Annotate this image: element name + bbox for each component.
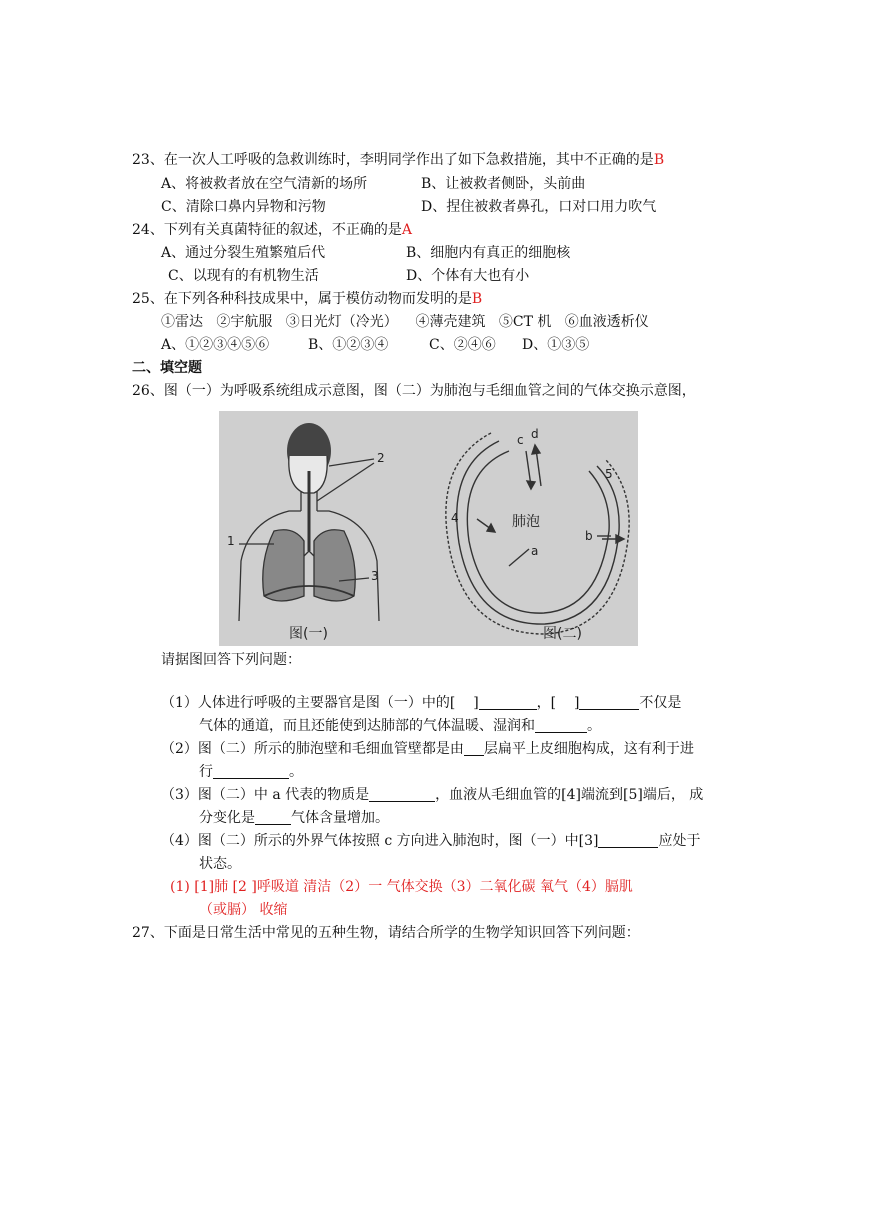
q25-items bbox=[161, 312, 649, 332]
q25-stem: 25、在下列各种科技成果中，属于模仿动物而发明的是B bbox=[132, 291, 483, 307]
q23-option-b: B、让被救者侧卧，头前曲 bbox=[421, 176, 586, 192]
q25-item: ①雷达 bbox=[161, 314, 203, 330]
q25-item: ④薄壳建筑 bbox=[415, 314, 486, 330]
q24-option-b: B、细胞内有真正的细胞核 bbox=[406, 245, 571, 261]
q25-item: ⑤CT 机 bbox=[498, 314, 552, 330]
q25-option-a: A、①②③④⑤⑥ bbox=[161, 337, 270, 353]
label-4: 4 bbox=[451, 511, 459, 525]
section-title: 二、填空题 bbox=[132, 360, 202, 376]
label-5: 5 bbox=[605, 467, 613, 481]
q25-item: ⑥血液透析仪 bbox=[564, 314, 649, 330]
q25-option-c: C、②④⑥ bbox=[429, 337, 496, 353]
blank[interactable] bbox=[598, 833, 658, 848]
blank[interactable] bbox=[464, 741, 484, 756]
q24-option-d: D、个体有大也有小 bbox=[406, 268, 530, 284]
q26-sub1-line2: 气体的通道，而且还能使到达肺部的气体温暖、湿润和 。 bbox=[199, 718, 601, 734]
q23-option-c: C、清除口鼻内异物和污物 bbox=[161, 199, 326, 215]
q25-item: ②宇航服 bbox=[216, 314, 273, 330]
alveolus-label: 肺泡 bbox=[512, 514, 540, 530]
label-b: b bbox=[585, 529, 593, 543]
torso-figure bbox=[239, 423, 379, 621]
blank[interactable] bbox=[369, 787, 435, 802]
q26-sub3-line1: （3）图（二）中 a 代表的物质是 ，血液从毛细血管的[4]端流到[5]端后， 成 bbox=[161, 787, 704, 803]
label-c: c bbox=[517, 433, 524, 447]
blank[interactable] bbox=[255, 810, 291, 825]
blank[interactable] bbox=[579, 695, 639, 710]
label-1: 1 bbox=[227, 534, 235, 548]
q26-answer-line1: (1) [1]肺 [2 ]呼吸道 清洁（2）一 气体交换（3）二氧化碳 氧气（4）膈肌 bbox=[170, 879, 633, 895]
q26-prompt: 请据图回答下列问题： bbox=[161, 652, 301, 668]
q27-stem: 27、下面是日常生活中常见的五种生物，请结合所学的生物学知识回答下列问题： bbox=[132, 925, 640, 941]
alveolus-figure bbox=[446, 433, 629, 634]
q25-answer: B bbox=[471, 291, 483, 307]
q24-stem: 24、下列有关真菌特征的叙述，不正确的是A bbox=[132, 222, 412, 238]
q25-option-d: D、①③⑤ bbox=[522, 337, 590, 353]
label-3: 3 bbox=[371, 569, 379, 583]
q24-option-a: A、通过分裂生殖繁殖后代 bbox=[161, 245, 326, 261]
q24-option-c: C、以现有的有机物生活 bbox=[168, 268, 319, 284]
q26-sub1-line1: （1）人体进行呼吸的主要器官是图（一）中的[ ] ，[ ] 不仅是 bbox=[161, 695, 682, 711]
label-d: d bbox=[531, 427, 539, 441]
q26-sub2-line2: 行 。 bbox=[199, 764, 303, 780]
q24-answer: A bbox=[401, 222, 412, 238]
q23-answer: B bbox=[653, 152, 665, 168]
q26-answer-line2: （或膈） 收缩 bbox=[199, 902, 288, 918]
figure-2-caption: 图(二) bbox=[543, 626, 582, 642]
label-a: a bbox=[531, 544, 539, 558]
blank[interactable] bbox=[535, 718, 587, 733]
q25-option-b: B、①②③④ bbox=[308, 337, 389, 353]
respiratory-figure bbox=[219, 411, 638, 646]
q26-sub2-line1: （2）图（二）所示的肺泡壁和毛细血管壁都是由 层扁平上皮细胞构成，这有利于进 bbox=[161, 741, 694, 757]
q26-stem: 26、图（一）为呼吸系统组成示意图，图（二）为肺泡与毛细血管之间的气体交换示意图， bbox=[132, 383, 696, 399]
q23-stem: 23、在一次人工呼吸的急救训练时，李明同学作出了如下急救措施，其中不正确的是B bbox=[132, 152, 665, 168]
q25-item: ③日光灯（冷光） bbox=[285, 314, 398, 330]
q23-option-d: D、捏住被救者鼻孔，口对口用力吹气 bbox=[421, 199, 657, 215]
figure-1-caption: 图(一) bbox=[289, 626, 328, 642]
q26-sub4-line2: 状态。 bbox=[199, 856, 241, 872]
blank[interactable] bbox=[213, 764, 289, 779]
blank[interactable] bbox=[479, 695, 537, 710]
label-2: 2 bbox=[377, 451, 385, 465]
q26-sub4-line1: （4）图（二）所示的外界气体按照 c 方向进入肺泡时，图（一）中[3] 应处于 bbox=[161, 833, 701, 849]
q26-sub3-line2: 分变化是 气体含量增加。 bbox=[199, 810, 389, 826]
q23-option-a: A、将被救者放在空气清新的场所 bbox=[161, 176, 368, 192]
respiratory-diagram bbox=[219, 411, 638, 646]
